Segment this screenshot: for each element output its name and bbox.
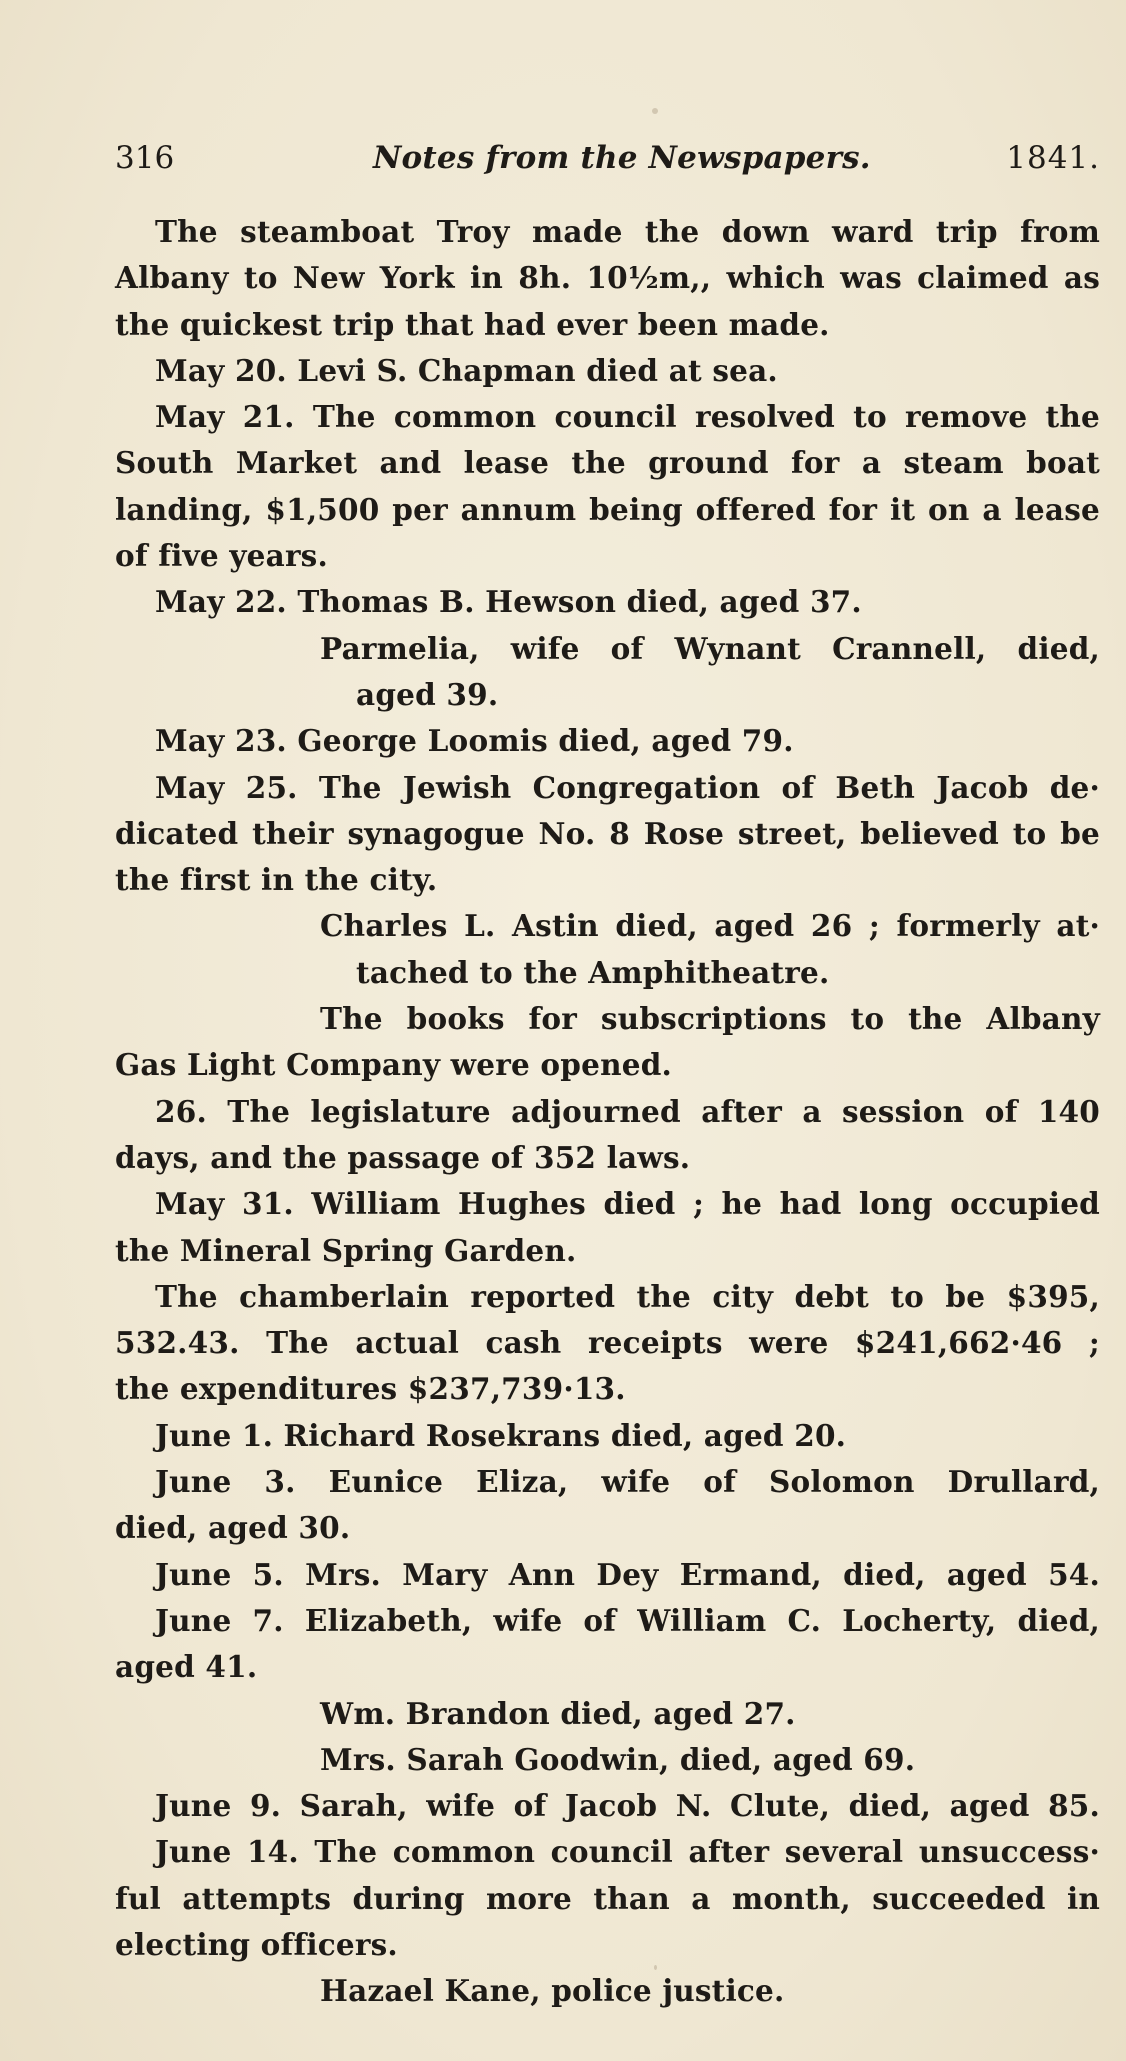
text-line: dicated their synagogue No. 8 Rose street, believed to be — [115, 815, 1100, 851]
body-text — [115, 209, 1100, 2015]
paper-speck — [652, 108, 658, 114]
text-line: electing officers. — [115, 1926, 398, 1962]
text-line: 532.43. The actual cash receipts were $241,662·46 ; — [115, 1325, 1100, 1361]
paper-speck — [654, 1965, 657, 1970]
text-line: landing, $1,500 per annum being offered for it on a lease — [115, 491, 1100, 527]
text-line: of five years. — [115, 538, 328, 574]
text-line: the expenditures $237,739·13. — [115, 1371, 626, 1407]
text-line: May 31. William Hughes died ; he had long occupied — [155, 1186, 1100, 1222]
text-line: the quickest trip that had ever been made. — [115, 306, 830, 342]
text-line: the first in the city. — [115, 862, 438, 898]
text-line: June 3. Eunice Eliza, wife of Solomon Drullard, — [155, 1464, 1100, 1500]
text-line: 26. The legislature adjourned after a session of 140 — [155, 1093, 1100, 1129]
text-line: Parmelia, wife of Wynant Crannell, died, — [320, 630, 1100, 666]
page-header — [115, 140, 1100, 190]
text-line: June 1. Richard Rosekrans died, aged 20. — [155, 1417, 847, 1453]
text-line: May 25. The Jewish Congregation of Beth Jacob de· — [155, 769, 1100, 805]
text-line: The chamberlain reported the city debt to be $395, — [155, 1278, 1100, 1314]
text-line: May 22. Thomas B. Hewson died, aged 37. — [155, 584, 862, 620]
text-line: June 5. Mrs. Mary Ann Dey Ermand, died, aged 54. — [155, 1556, 1100, 1592]
text-line: South Market and lease the ground for a steam boat — [115, 445, 1100, 481]
text-line: June 14. The common council after several unsuccess· — [155, 1834, 1100, 1870]
text-line: June 9. Sarah, wife of Jacob N. Clute, died, aged 85. — [155, 1788, 1100, 1824]
page-number: 316 — [115, 140, 175, 176]
header-year: 1841. — [1006, 140, 1100, 176]
text-line: Gas Light Company were opened. — [115, 1047, 673, 1083]
text-line: died, aged 30. — [115, 1510, 351, 1546]
text-line: aged 39. — [356, 676, 499, 712]
text-line: Wm. Brandon died, aged 27. — [320, 1695, 796, 1731]
text-line: Charles L. Astin died, aged 26 ; formerly at· — [320, 908, 1100, 944]
text-line: June 7. Elizabeth, wife of William C. Locherty, died, — [155, 1602, 1100, 1638]
text-line: The steamboat Troy made the down ward trip from — [155, 214, 1100, 249]
text-line: the Mineral Spring Garden. — [115, 1232, 577, 1268]
text-line: ful attempts during more than a month, succeeded in — [115, 1880, 1100, 1916]
text-line: May 20. Levi S. Chapman died at sea. — [155, 352, 778, 388]
text-line: The books for subscriptions to the Albany — [320, 1001, 1100, 1037]
text-line: tached to the Amphitheatre. — [356, 954, 830, 990]
text-line: aged 41. — [115, 1649, 258, 1685]
running-title: Notes from the Newspapers. — [373, 140, 871, 176]
text-line: Hazael Kane, police justice. — [320, 1973, 785, 2009]
text-line: Albany to New York in 8h. 10½m,, which was claimed as — [115, 260, 1100, 296]
text-line: days, and the passage of 352 laws. — [115, 1139, 691, 1175]
text-line: Mrs. Sarah Goodwin, died, aged 69. — [320, 1741, 916, 1777]
text-line: May 23. George Loomis died, aged 79. — [155, 723, 794, 759]
text-line: May 21. The common council resolved to remove the — [155, 399, 1100, 435]
